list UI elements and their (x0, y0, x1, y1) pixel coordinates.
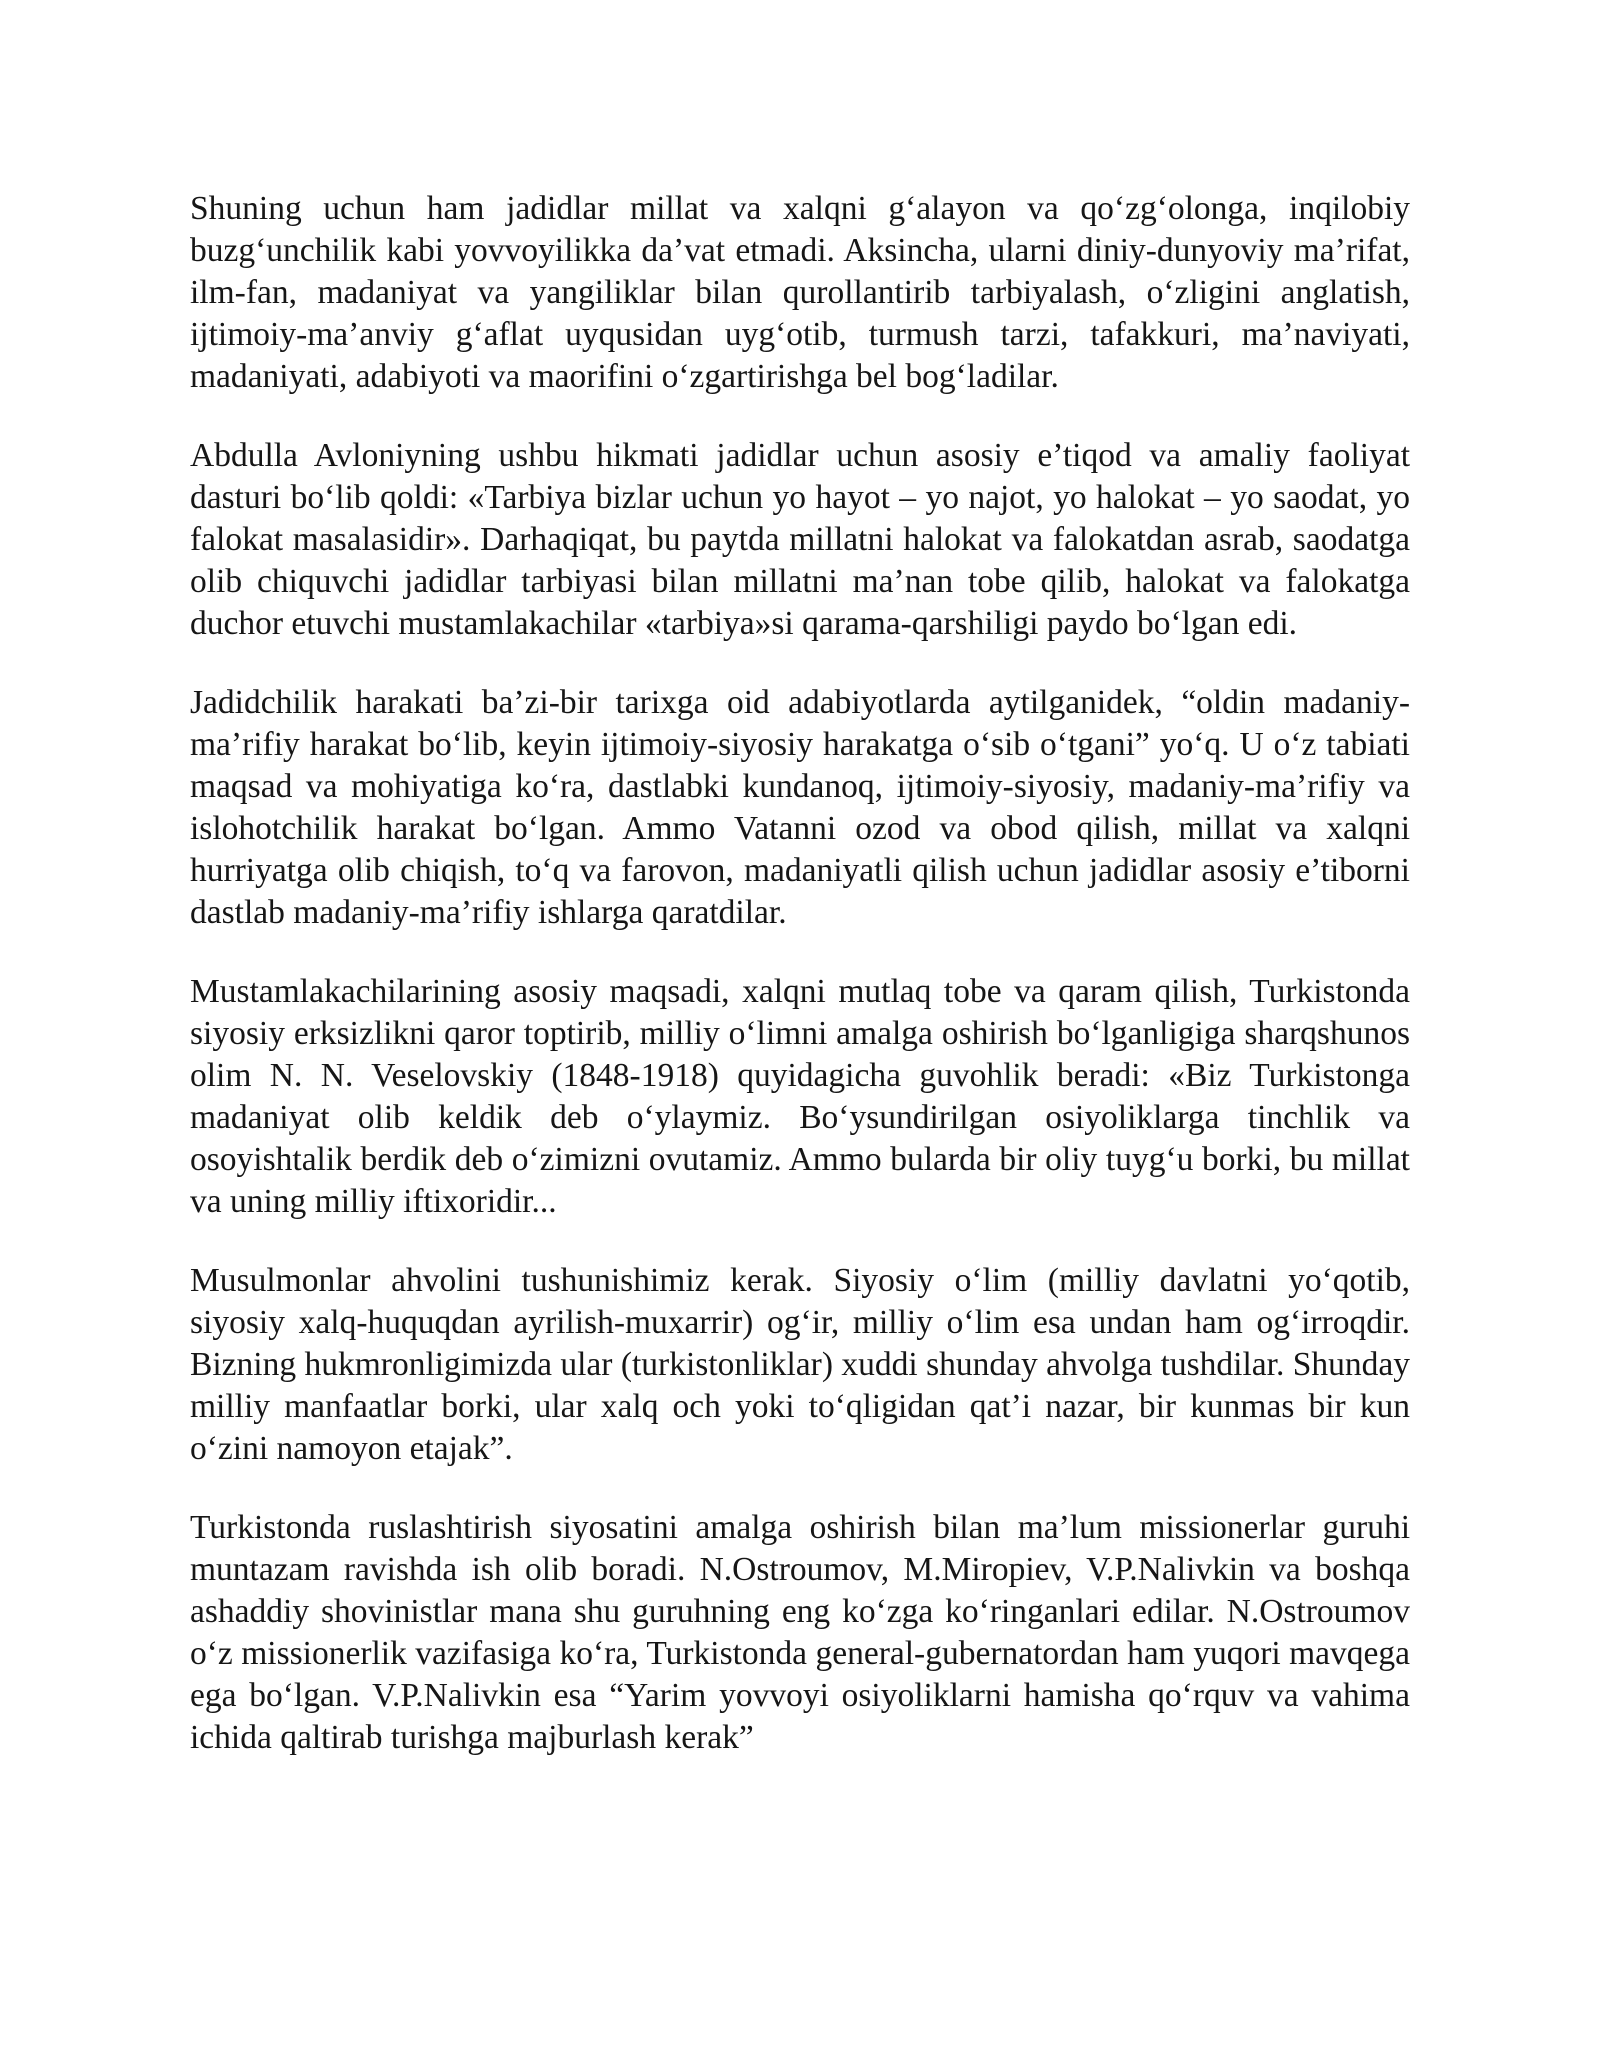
paragraph-5: Musulmonlar ahvolini tushunishimiz kerak. Siyosiy o‘lim (milliy davlatni yo‘qotib, siyosiy xalq-huquqdan ayrilish-muxarrir) og‘ir, milliy o‘lim esa undan ham og‘irroqdir. Bizning hukmronligimizda ular (turkistonliklar) xuddi shunday ahvolga tushdilar. Shunday milliy manfaatlar borki, ular xalq och yoki to‘qligidan qat’i nazar, bir kunmas bir kun o‘zini namoyon etajak”. (190, 1262, 1410, 1467)
paragraph-2: Abdulla Avloniyning ushbu hikmati jadidlar uchun asosiy e’tiqod va amaliy faoliyat dasturi bo‘lib qoldi: «Tarbiya bizlar uchun yo hayot – yo najot, yo halokat – yo saodat, yo falokat masalasidir». Darhaqiqat, bu paytda millatni halokat va falokatdan asrab, saodatga olib chiquvchi jadidlar tarbiyasi bilan millatni ma’nan tobe qilib, halokat va falokatga duchor etuvchi mustamlakachilar «tarbiya»si qarama-qarshiligi paydo bo‘lgan edi. (190, 437, 1410, 642)
text-column (190, 188, 1410, 1759)
paragraph-4: Mustamlakachilarining asosiy maqsadi, xalqni mutlaq tobe va qaram qilish, Turkistonda siyosiy erksizlikni qaror toptirib, milliy o‘limni amalga oshirish bo‘lganligiga sharqshunos olim N. N. Veselovskiy (1848-1918) quyidagicha guvohlik beradi: «Biz Turkistonga madaniyat olib keldik deb o‘ylaymiz. Bo‘ysundirilgan osiyoliklarga tinchlik va osoyishtalik berdik deb o‘zimizni ovutamiz. Ammo bularda bir oliy tuyg‘u borki, bu millat va uning milliy iftixoridir... (190, 973, 1410, 1220)
paragraph-3: Jadidchilik harakati ba’zi-bir tarixga oid adabiyotlarda aytilganidek, “oldin madaniy-ma’rifiy harakat bo‘lib, keyin ijtimoiy-siyosiy harakatga o‘sib o‘tgani” yo‘q. U o‘z tabiati maqsad va mohiyatiga ko‘ra, dastlabki kundanoq, ijtimoiy-siyosiy, madaniy-ma’rifiy va islohotchilik harakat bo‘lgan. Ammo Vatanni ozod va obod qilish, millat va xalqni hurriyatga olib chiqish, to‘q va farovon, madaniyatli qilish uchun jadidlar asosiy e’tiborni dastlab madaniy-ma’rifiy ishlarga qaratdilar. (190, 684, 1410, 931)
paragraph-1: Shuning uchun ham jadidlar millat va xalqni g‘alayon va qo‘zg‘olonga, inqilobiy buzg‘unchilik kabi yovvoyilikka da’vat etmadi. Aksincha, ularni diniy-dunyoviy ma’rifat, ilm-fan, madaniyat va yangiliklar bilan qurollantirib tarbiyalash, o‘zligini anglatish, ijtimoiy-ma’anviy g‘aflat uyqusidan uyg‘otib, turmush tarzi, tafakkuri, ma’naviyati, madaniyati, adabiyoti va maorifini o‘zgartirishga bel bog‘ladilar. (190, 190, 1410, 395)
paragraph-6: Turkistonda ruslashtirish siyosatini amalga oshirish bilan ma’lum missionerlar guruhi muntazam ravishda ish olib boradi. N.Ostroumov, M.Miropiev, V.P.Nalivkin va boshqa ashaddiy shovinistlar mana shu guruhning eng ko‘zga ko‘ringanlari edilar. N.Ostroumov o‘z missionerlik vazifasiga ko‘ra, Turkistonda general-gubernatordan ham yuqori mavqega ega bo‘lgan. V.P.Nalivkin esa “Yarim yovvoyi osiyoliklarni hamisha qo‘rquv va vahima ichida qaltirab turishga majburlash kerak” (190, 1509, 1410, 1756)
